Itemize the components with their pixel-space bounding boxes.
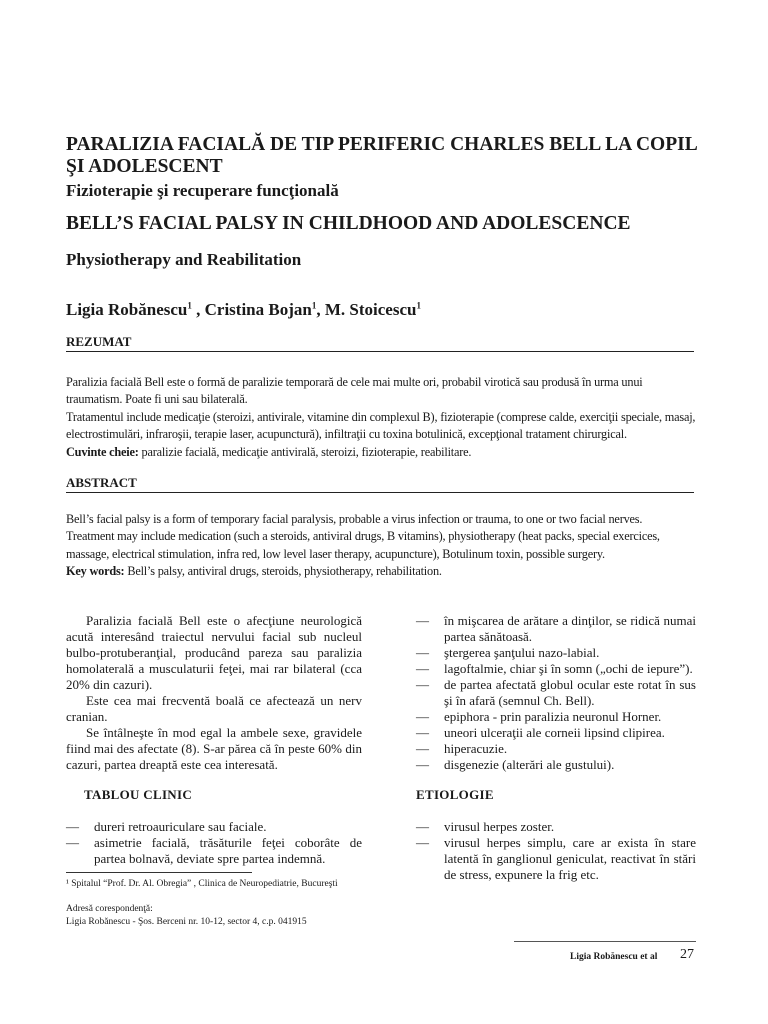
- list-item: — dureri retroauriculare sau faciale.: [66, 819, 362, 835]
- section-heading-etiologie: ETIOLOGIE: [416, 787, 494, 802]
- abstract-paragraph: Bell’s facial palsy is a form of temporary facial paralysis, probable a virus infection or trauma, to one or two facial nerves.: [66, 512, 643, 526]
- article-subtitle-ro: Fizioterapie şi recuperare funcţională: [66, 181, 339, 200]
- page-number: 27: [680, 947, 694, 962]
- footer-divider: [514, 941, 696, 942]
- abstract-paragraph: Treatment may include medication (such a steroids, antiviral drugs, B vitamins), physiotherapy (heat packs, special exercices, massage, electrical stimulation, infra red, low level laser therapy, acupuncture), Botulinum toxin, possible surgery.: [66, 529, 660, 561]
- symptom-list-continued: [416, 613, 696, 773]
- body-paragraph: Se întâlneşte în mod egal la ambele sexe, gravidele fiind mai des afectate (8). S-ar părea că în peste 60% din cazuri, partea dreaptă este cea interesată.: [66, 725, 362, 772]
- list-item: — disgenezie (alterări ale gustului).: [416, 757, 696, 773]
- list-item: — asimetrie facială, trăsăturile feţei coborâte de partea bolnavă, deviate spre partea indemnă.: [66, 835, 362, 867]
- rezumat-paragraph: Paralizia facială Bell este o formă de paralizie temporară de cele mai multe ori, probabil virotică sau produsă în urma unui traumatism. Poate fi uni sau bilaterală.: [66, 375, 643, 407]
- rezumat-paragraph: Tratamentul include medicaţie (steroizi, antivirale, vitamine din complexul B), fizioterapie (comprese calde, exerciţii speciale, masaj, electrostimulări, infraroşii, terapie laser, acupunctură), infiltraţii cu toxina botulinică, excepţional tratament chirurgical.: [66, 409, 696, 442]
- footnote: [66, 878, 396, 929]
- symptom-list: [66, 819, 362, 867]
- author-affiliation-mark: 1: [416, 300, 421, 311]
- running-footer-author: Ligia Robănescu et al: [570, 952, 658, 962]
- list-item: — epiphora - prin paralizia neuronul Horner.: [416, 709, 696, 725]
- abstract-heading: ABSTRACT: [66, 475, 694, 493]
- list-item: — virusul herpes simplu, care ar exista în stare latentă în ganglionul geniculat, reactivat în stări de stress, expunere la frig etc.: [416, 835, 696, 883]
- list-item: — ştergerea şanţului nazo-labial.: [416, 645, 696, 661]
- footnote-divider: [66, 872, 252, 873]
- rezumat-text: [66, 374, 696, 461]
- body-paragraph: Este cea mai frecventă boală ce afectează un nerv cranian.: [66, 693, 362, 724]
- author-list: [66, 300, 421, 320]
- body-column-left: [66, 613, 362, 867]
- article-subtitle-en: Physiotherapy and Reabilitation: [66, 250, 302, 269]
- list-item: — hiperacuzie.: [416, 741, 696, 757]
- article-title-en: BELL’S FACIAL PALSY IN CHILDHOOD AND ADOLESCENCE: [66, 213, 631, 234]
- author-affiliation-mark: 1: [311, 300, 317, 311]
- author-name: Cristina Bojan: [204, 300, 312, 319]
- list-item: — în mişcarea de arătare a dinţilor, se ridică numai partea sănătoasă.: [416, 613, 696, 645]
- abstract-keywords: Key words: Bell’s palsy, antiviral drugs, steroids, physiotherapy, rehabilitation.: [66, 564, 442, 579]
- article-title-ro: PARALIZIA FACIALĂ DE TIP PERIFERIC CHARLES BELL LA COPIL ŞI ADOLESCENT: [66, 134, 697, 177]
- body-column-right: [416, 613, 696, 883]
- footnote-affiliation: ¹ Spitalul “Prof. Dr. Al. Obregia” , Clinica de Neuropediatrie, Bucureşti: [66, 879, 338, 889]
- abstract-text: [66, 511, 696, 581]
- section-heading-tablou-clinic: TABLOU CLINIC: [84, 787, 193, 802]
- list-item: — lagoftalmie, chiar şi în somn („ochi de iepure”).: [416, 661, 696, 677]
- author-name: Ligia Robănescu: [66, 300, 188, 319]
- footnote-address: Ligia Robănescu - Şos. Berceni nr. 10-12, sector 4, c.p. 041915: [66, 917, 307, 927]
- author-name: M. Stoicescu: [324, 300, 417, 319]
- author-separator: ,: [316, 300, 325, 319]
- list-item: — de partea afectată globul ocular este rotat în sus şi în afară (semnul Ch. Bell).: [416, 677, 696, 709]
- list-item: — uneori ulceraţii ale corneii lipsind clipirea.: [416, 725, 696, 741]
- etiology-list: [416, 819, 696, 883]
- body-paragraph: Paralizia facială Bell este o afecţiune neurologică acută interesând traiectul nervului facial sub nucleul bulbo-protuberanţial, producând pareza sau paralizia homolaterală a musculaturii feţei, mai rar bilateral (cca 20% din cazuri).: [66, 613, 362, 692]
- rezumat-keywords: Cuvinte cheie: paralizie facială, medicaţie antivirală, steroizi, fizioterapie, reabilitare.: [66, 444, 472, 459]
- author-affiliation-mark: 1: [187, 300, 192, 311]
- rezumat-heading: REZUMAT: [66, 334, 694, 352]
- footnote-address-label: Adresă corespondenţă:: [66, 904, 153, 914]
- list-item: — virusul herpes zoster.: [416, 819, 696, 835]
- author-separator: ,: [191, 300, 205, 319]
